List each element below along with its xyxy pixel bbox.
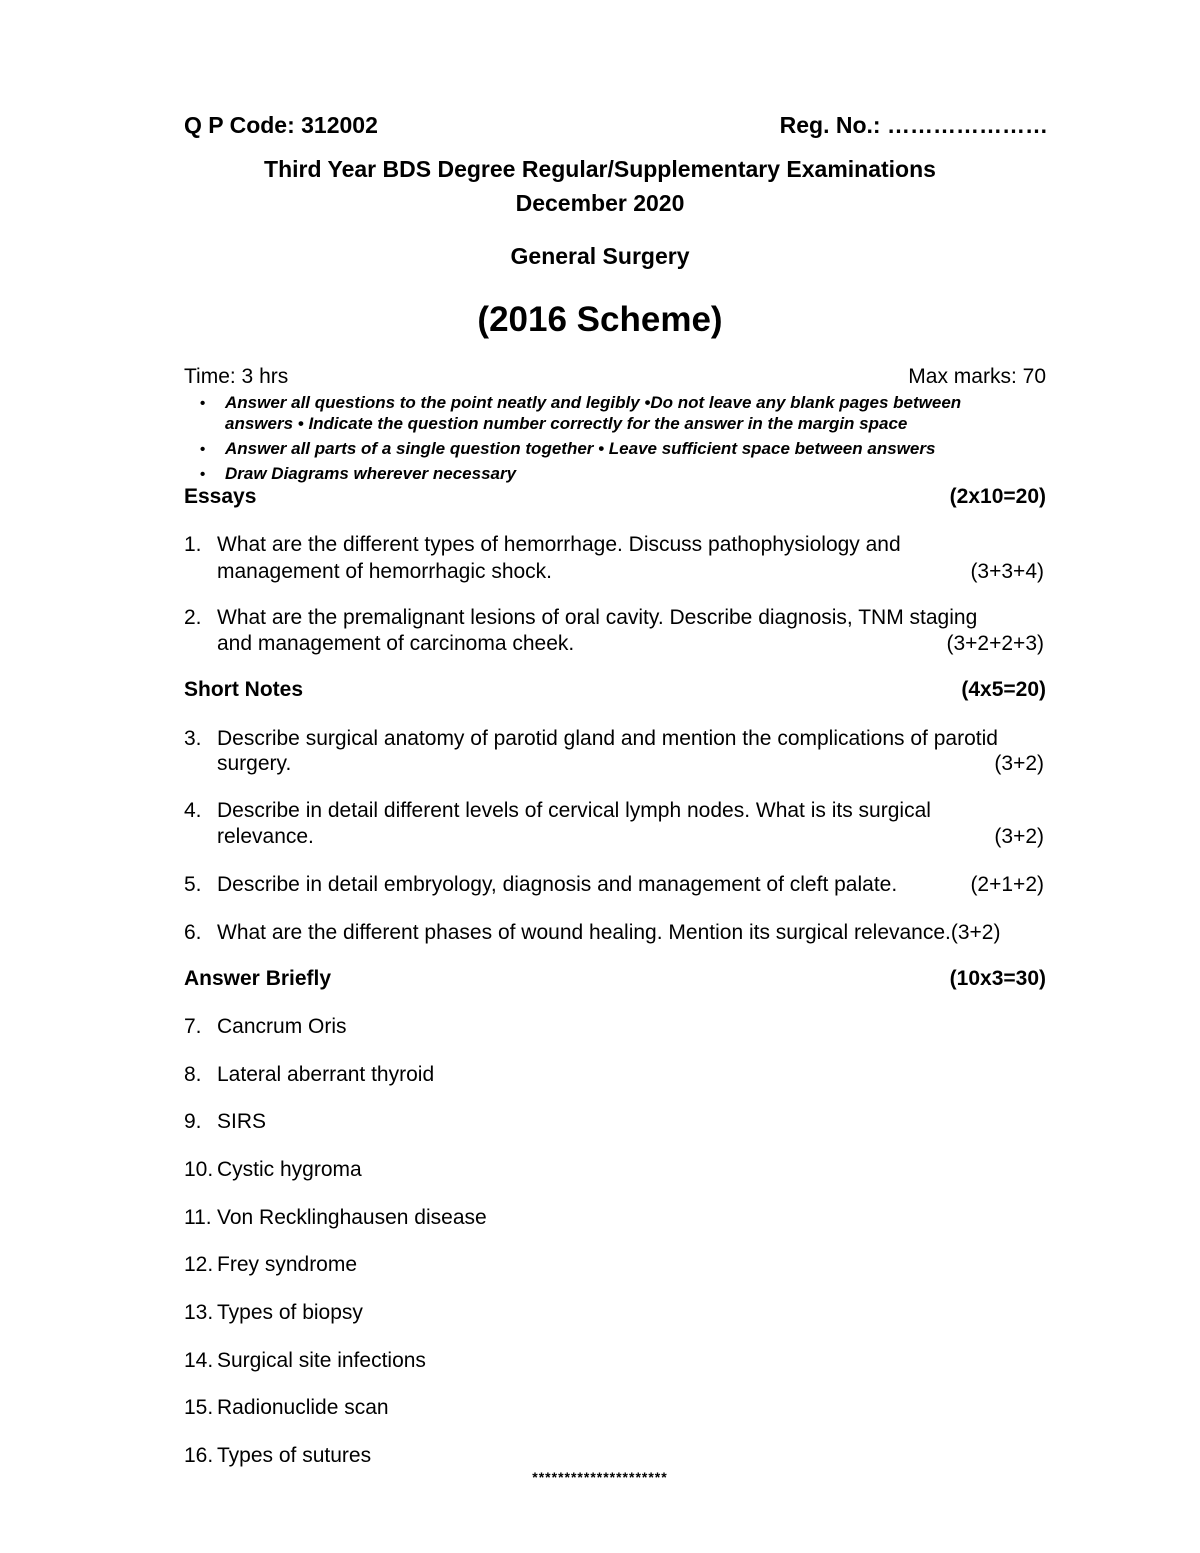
question-marks: (2+1+2) bbox=[970, 873, 1044, 896]
question-text: SIRS bbox=[217, 1110, 267, 1133]
section-title-short-notes: Short Notes bbox=[184, 678, 304, 701]
question-number: 3. bbox=[184, 727, 202, 750]
question-text: What are the different phases of wound healing. Mention its surgical relevance.(3+2) bbox=[217, 921, 1001, 944]
question-text: Describe in detail different levels of cervical lymph nodes. What is its surgical bbox=[217, 799, 931, 822]
question-text: What are the premalignant lesions of oral cavity. Describe diagnosis, TNM staging bbox=[217, 606, 978, 629]
question-text: Types of biopsy bbox=[217, 1301, 363, 1324]
question-marks: (3+2) bbox=[994, 825, 1044, 848]
question-text: What are the different types of hemorrhage. Discuss pathophysiology and bbox=[217, 533, 901, 556]
question-marks: (3+3+4) bbox=[970, 560, 1044, 583]
question-number: 13. bbox=[184, 1301, 214, 1324]
question-text: Cancrum Oris bbox=[217, 1015, 347, 1038]
section-title-essays: Essays bbox=[184, 485, 257, 508]
instruction-item: Answer all parts of a single question together • Leave sufficient space between answers bbox=[225, 439, 936, 458]
section-marks-short-notes: (4x5=20) bbox=[961, 678, 1046, 701]
section-marks-answer-briefly: (10x3=30) bbox=[949, 967, 1046, 990]
question-number: 11. bbox=[184, 1206, 212, 1229]
question-text: and management of carcinoma cheek. bbox=[217, 632, 575, 655]
question-text: Describe surgical anatomy of parotid gland and mention the complications of parotid bbox=[217, 727, 998, 750]
question-number: 7. bbox=[184, 1015, 202, 1038]
question-text: relevance. bbox=[217, 825, 314, 848]
question-marks: (3+2+2+3) bbox=[946, 632, 1044, 655]
question-text: management of hemorrhagic shock. bbox=[217, 560, 553, 583]
subject-title: General Surgery bbox=[510, 243, 690, 269]
question-number: 2. bbox=[184, 606, 202, 629]
instruction-item: answers • Indicate the question number correctly for the answer in the margin space bbox=[225, 414, 908, 433]
question-text: Lateral aberrant thyroid bbox=[217, 1063, 435, 1086]
instruction-item: Answer all questions to the point neatly and legibly •Do not leave any blank pages between bbox=[225, 393, 962, 412]
exam-date: December 2020 bbox=[515, 190, 685, 216]
instruction-item: Draw Diagrams wherever necessary bbox=[225, 464, 517, 483]
question-text: Types of sutures bbox=[217, 1444, 372, 1467]
question-number: 14. bbox=[184, 1349, 214, 1372]
reg-no: Reg. No.: ………………… bbox=[779, 112, 1048, 138]
exam-title: Third Year BDS Degree Regular/Supplementary Examinations bbox=[264, 156, 936, 182]
max-marks-label: Max marks: 70 bbox=[908, 365, 1046, 388]
question-text: Von Recklinghausen disease bbox=[217, 1206, 487, 1229]
scheme-title: (2016 Scheme) bbox=[477, 300, 723, 339]
bullet-icon: • bbox=[200, 466, 206, 483]
question-number: 1. bbox=[184, 533, 202, 556]
question-text: Surgical site infections bbox=[217, 1349, 426, 1372]
end-marker: ********************* bbox=[532, 1469, 668, 1485]
section-title-answer-briefly: Answer Briefly bbox=[184, 967, 332, 990]
question-marks: (3+2) bbox=[994, 752, 1044, 775]
section-marks-essays: (2x10=20) bbox=[949, 485, 1046, 508]
qp-code: Q P Code: 312002 bbox=[184, 112, 378, 138]
bullet-icon: • bbox=[200, 395, 206, 412]
question-number: 10. bbox=[184, 1158, 214, 1181]
bullet-icon: • bbox=[200, 441, 206, 458]
question-text: Describe in detail embryology, diagnosis and management of cleft palate. bbox=[217, 873, 898, 896]
question-number: 16. bbox=[184, 1444, 214, 1467]
question-text: Cystic hygroma bbox=[217, 1158, 362, 1181]
question-number: 6. bbox=[184, 921, 202, 944]
question-text: Frey syndrome bbox=[217, 1253, 358, 1276]
question-number: 8. bbox=[184, 1063, 202, 1086]
time-label: Time: 3 hrs bbox=[184, 365, 289, 388]
question-number: 4. bbox=[184, 799, 202, 822]
question-number: 15. bbox=[184, 1396, 214, 1419]
question-number: 9. bbox=[184, 1110, 202, 1133]
question-number: 5. bbox=[184, 873, 202, 896]
question-text: surgery. bbox=[217, 752, 292, 775]
question-text: Radionuclide scan bbox=[217, 1396, 389, 1419]
question-number: 12. bbox=[184, 1253, 214, 1276]
